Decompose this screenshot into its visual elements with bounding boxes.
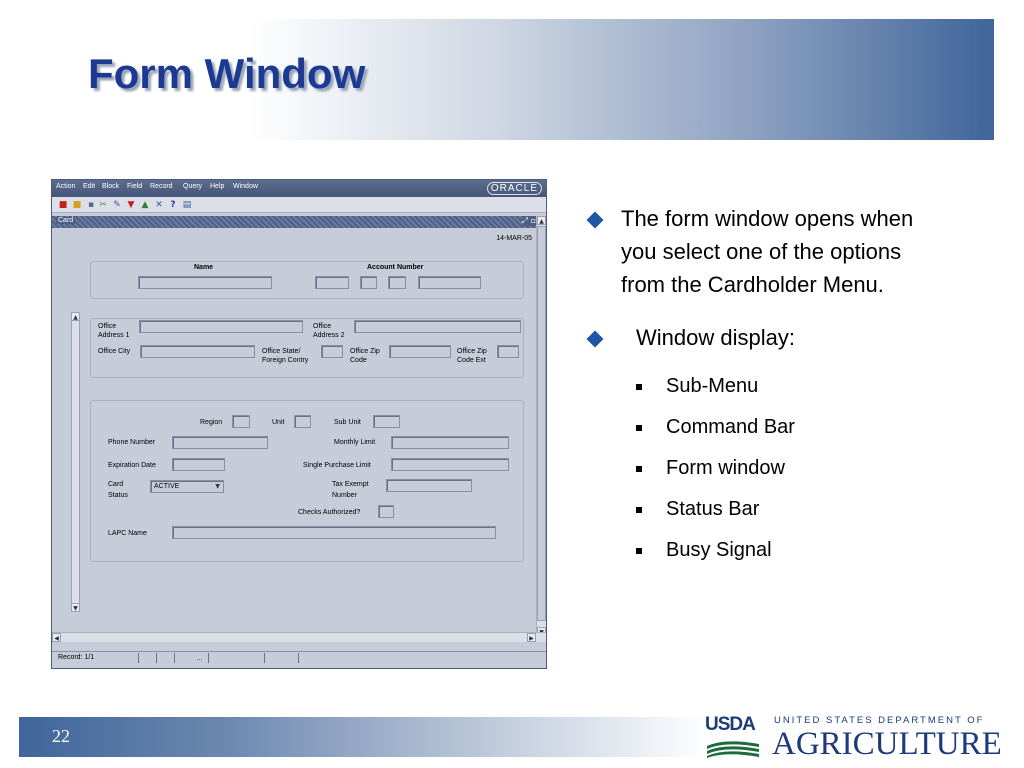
menu-bar	[52, 180, 546, 197]
scroll-up-icon[interactable]: ▲	[71, 312, 80, 321]
window-icon[interactable]: ▤	[182, 200, 192, 210]
expiration-date-label: Expiration Date	[108, 462, 156, 469]
bullet-1-line-2: you select one of the options	[621, 239, 902, 264]
menu-action[interactable]: Action	[56, 183, 76, 190]
form-screenshot	[51, 179, 547, 669]
square-bullet-icon	[636, 384, 642, 390]
diamond-bullet-icon	[587, 331, 604, 348]
tax-exempt-field[interactable]	[386, 479, 472, 492]
window-controls-icon[interactable]: ⤢ ▫	[521, 216, 536, 225]
status-divider	[138, 653, 139, 663]
region-label: Region	[200, 419, 223, 426]
print-icon[interactable]: ■	[72, 200, 82, 210]
horizontal-scrollbar[interactable]	[52, 632, 546, 642]
delete-record-icon[interactable]: ▲	[141, 200, 149, 210]
copy-icon[interactable]: ✎	[113, 200, 121, 210]
square-bullet-icon	[636, 548, 642, 554]
bullet-1-line-3: from the Cardholder Menu.	[621, 272, 884, 297]
status-divider	[174, 653, 175, 663]
diamond-bullet-icon	[587, 212, 604, 229]
usda-agriculture-line: AGRICULTURE	[772, 726, 1002, 762]
office-address2-field[interactable]	[354, 320, 521, 333]
checks-authorized-label: Checks Authorized?	[298, 509, 361, 516]
status-bar	[52, 651, 546, 664]
scroll-up-icon[interactable]: ▲	[537, 216, 546, 225]
status-divider	[264, 653, 265, 663]
office-city-field[interactable]	[140, 345, 255, 358]
date-label: 14-MAR-05	[496, 235, 532, 242]
form-window-titlebar	[52, 216, 546, 228]
office-address2-label: Office	[313, 323, 332, 330]
office-address1-field[interactable]	[139, 320, 303, 333]
chevron-down-icon: ▼	[215, 483, 220, 490]
sub-bullet-form-window: Form window	[666, 457, 785, 479]
card-details-group	[90, 400, 524, 562]
menu-block[interactable]: Block	[102, 183, 120, 190]
menu-query[interactable]: Query	[183, 183, 203, 190]
unit-field[interactable]	[294, 415, 311, 428]
name-group	[90, 261, 524, 299]
office-address1-label: Office	[98, 323, 117, 330]
menu-window[interactable]: Window	[233, 183, 258, 190]
office-address1-label-2: Address 1	[98, 332, 130, 339]
form-area	[52, 228, 536, 626]
account-part4-field[interactable]	[418, 276, 481, 289]
office-city-label: Office City	[98, 348, 131, 355]
usda-department-line: UNITED STATES DEPARTMENT OF	[774, 715, 985, 726]
office-zip-ext-field[interactable]	[497, 345, 519, 358]
single-purchase-limit-field[interactable]	[391, 458, 509, 471]
square-bullet-icon	[636, 466, 642, 472]
office-state-field[interactable]	[321, 345, 343, 358]
office-zip-ext-label-2: Code Ext	[457, 357, 486, 364]
help-icon[interactable]: ?	[170, 200, 176, 210]
sub-unit-field[interactable]	[373, 415, 400, 428]
usda-wordmark: USDA	[705, 714, 755, 735]
office-zip-label-2: Code	[350, 357, 367, 364]
monthly-limit-label: Monthly Limit	[334, 439, 376, 446]
sub-bullet-busy-signal: Busy Signal	[666, 539, 772, 561]
menu-help[interactable]: Help	[210, 183, 225, 190]
lapc-name-field[interactable]	[172, 526, 496, 539]
expiration-date-field[interactable]	[172, 458, 225, 471]
address-group	[90, 318, 524, 378]
office-state-label-2: Foreign Contry	[262, 357, 309, 364]
office-address2-label-2: Address 2	[313, 332, 345, 339]
account-part2-field[interactable]	[360, 276, 377, 289]
unit-label: Unit	[272, 419, 285, 426]
form-window-title: Card	[58, 217, 74, 224]
account-part3-field[interactable]	[388, 276, 406, 289]
busy-signal: ...	[197, 656, 203, 662]
cut-icon[interactable]: ✂	[99, 200, 107, 210]
footer-band	[19, 717, 709, 757]
name-field[interactable]	[138, 276, 272, 289]
save-icon[interactable]: ■	[58, 200, 68, 210]
record-status: Record: 1/1	[58, 654, 95, 661]
phone-number-field[interactable]	[172, 436, 268, 449]
card-status-select[interactable]	[150, 480, 224, 493]
status-divider	[156, 653, 157, 663]
monthly-limit-field[interactable]	[391, 436, 509, 449]
command-toolbar	[52, 197, 546, 213]
menu-record[interactable]: Record	[150, 183, 173, 190]
menu-field[interactable]: Field	[127, 183, 143, 190]
scroll-down-icon[interactable]: ▼	[71, 603, 80, 612]
oracle-logo: ORACLE	[487, 182, 542, 195]
slide-title: Form Window	[88, 50, 366, 97]
office-zip-field[interactable]	[389, 345, 451, 358]
phone-number-label: Phone Number	[108, 439, 156, 446]
scroll-right-icon[interactable]: ▶	[527, 633, 536, 642]
bullet-2: Window display:	[636, 325, 795, 350]
square-bullet-icon	[636, 507, 642, 513]
tax-exempt-label-2: Number	[332, 492, 357, 499]
scroll-thumb[interactable]	[537, 226, 546, 621]
sub-bullet-sub-menu: Sub-Menu	[666, 375, 759, 397]
card-status-value: ACTIVE	[154, 483, 180, 490]
checks-authorized-checkbox[interactable]	[378, 505, 394, 518]
status-divider	[298, 653, 299, 663]
card-status-label-2: Status	[108, 492, 128, 499]
name-label: Name	[194, 264, 214, 271]
office-state-label: Office State/	[262, 348, 301, 355]
lapc-name-label: LAPC Name	[108, 530, 147, 537]
sub-unit-label: Sub Unit	[334, 419, 361, 426]
single-purchase-limit-label: Single Purchase Limit	[303, 462, 371, 469]
window-vertical-scrollbar[interactable]	[536, 216, 546, 636]
menu-edit[interactable]: Edit	[83, 183, 96, 190]
tax-exempt-label: Tax Exempt	[332, 481, 369, 488]
insert-record-icon[interactable]: ▼	[127, 200, 135, 210]
office-zip-ext-label: Office Zip	[457, 348, 487, 355]
office-zip-label: Office Zip	[350, 348, 380, 355]
scroll-left-icon[interactable]: ◀	[52, 633, 61, 642]
sub-bullet-status-bar: Status Bar	[666, 498, 760, 520]
close-form-icon[interactable]: ▪	[87, 200, 95, 210]
account-part1-field[interactable]	[315, 276, 349, 289]
record-scrollbar[interactable]	[71, 312, 80, 612]
status-divider	[208, 653, 209, 663]
bullet-1-line-1: The form window opens when	[621, 206, 914, 231]
clear-icon[interactable]: ✕	[155, 200, 163, 210]
sub-bullet-command-bar: Command Bar	[666, 416, 795, 438]
page-number: 22	[52, 726, 70, 746]
region-field[interactable]	[232, 415, 250, 428]
card-status-label: Card	[108, 481, 124, 488]
square-bullet-icon	[636, 425, 642, 431]
account-number-label: Account Number	[367, 264, 424, 271]
